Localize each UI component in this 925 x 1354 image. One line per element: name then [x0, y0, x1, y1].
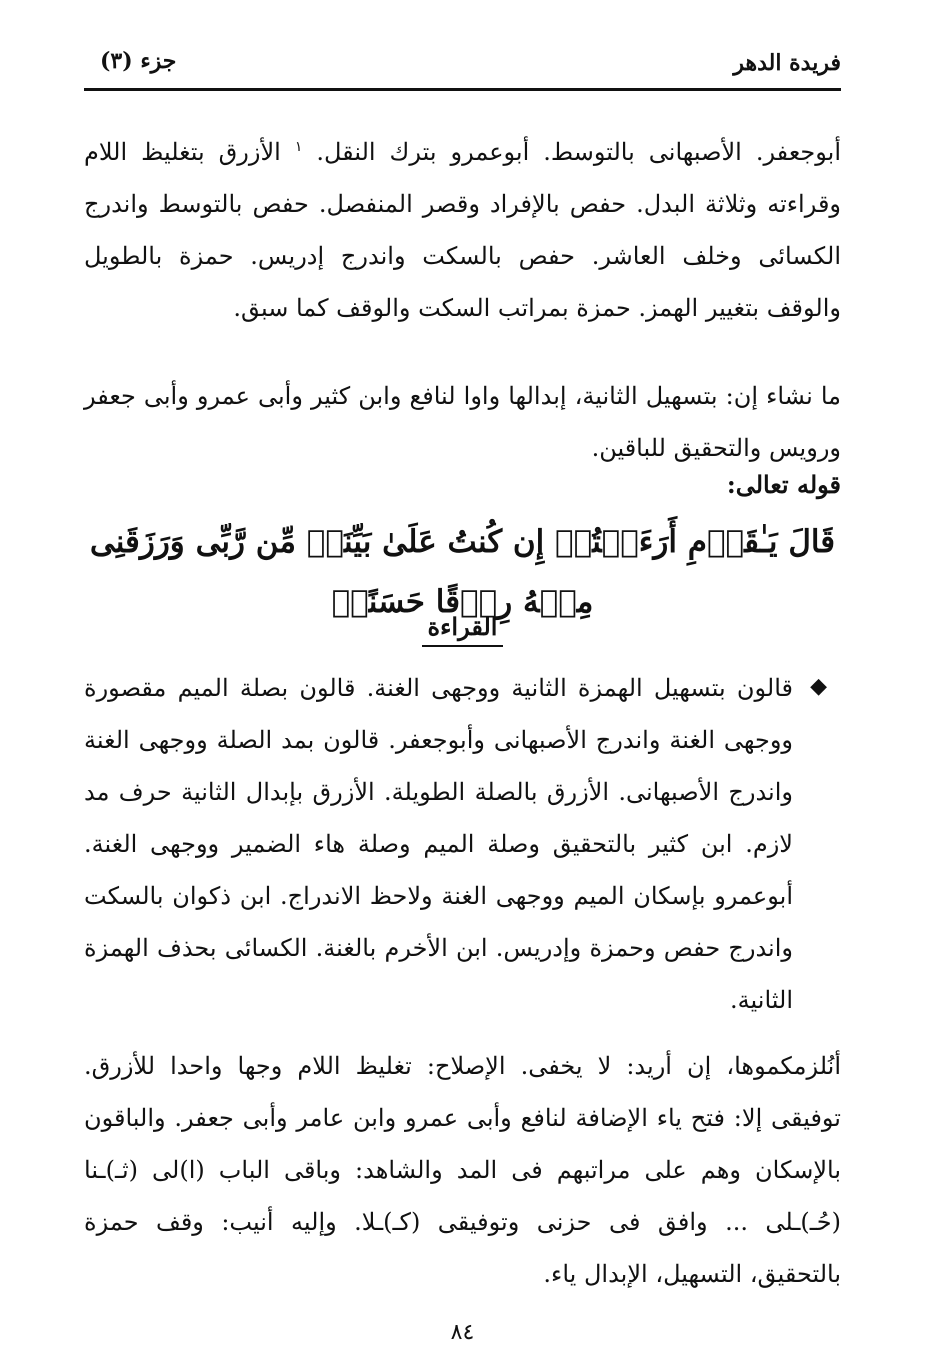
- paragraph-readings-1: [84, 126, 841, 334]
- quran-verse: قَالَ يَـٰقَوۡمِ أَرَءَيۡتُمۡ إِن كُنتُ عَلَىٰ بَيِّنَةٖ مِّن رَّبِّى وَرَزَقَنِى مِنۡهُ رِزۡقًا حَسَنًاۚ: [89, 524, 836, 620]
- paragraph-text-part-1: أبوجعفر. الأصبهانى بالتوسط. أبوعمرو بترك النقل.: [316, 138, 841, 166]
- book-title: فريدة الدهر: [733, 50, 841, 76]
- paragraph-text-part-2: الأزرق بتغليظ اللام وقراءته وثلاثة البدل. حفص بالإفراد وقصر المنفصل. حفص بالتوسط واندرج الكسائى وخلف العاشر. حفص بالسكت واندرج إدريس. حمزة بالطويل والوقف بتغيير الهمز. حمزة بمراتب السكت والوقف كما سبق.: [84, 138, 842, 322]
- paragraph-qiraat: قالون بتسهيل الهمزة الثانية ووجهى الغنة. قالون بصلة الميم مقصورة ووجهى الغنة واندرج الأصبهانى وأبوجعفر. قالون بمد الصلة ووجهى الغنة واندرج الأصبهانى. الأزرق بالصلة الطويلة. الأزرق بإبدال الثانية حرف مد لازم. ابن كثير بالتحقيق وصلة الميم وصلة هاء الضمير ووجهى الغنة. أبوعمرو بإسكان الميم ووجهى الغنة ولاحظ الاندراج. ابن ذكوان بالسكت واندرج حفص وحمزة وإدريس. ابن الأخرم بالغنة. الكسائى بحذف الهمزة الثانية.: [84, 674, 793, 1014]
- section-spacer: [84, 1020, 841, 1021]
- paragraph-footnotes: أنُلزمكموها، إن أريد: لا يخفى. الإصلاح: تغليظ اللام وجها واحدا للأزرق. توفيقى إلا: فتح ياء الإضافة لنافع وأبى عمرو وابن عامر وأبى جعفر. والباقون بالإسكان وهم على مراتبهم فى المد والشاهد: وباقى الباب (ا)لى (ثـ)ـنا (حُـ)ـلى ... وافق فى حزنى وتوفيقى (كـ)ـلا. وإليه أنيب: وقف حمزة بالتحقيق، التسهيل، الإبدال ياء.: [84, 1052, 841, 1288]
- running-header: [84, 44, 841, 91]
- verse-intro-label: قوله تعالى:: [726, 470, 841, 499]
- section-heading-text: القراءة: [422, 612, 504, 647]
- volume-label: جزء (٣): [100, 48, 177, 74]
- paragraph-ma-nasha: ما نشاء إن: بتسهيل الثانية، إبدالها واوا لنافع وابن كثير وأبى عمرو وأبى جعفر ورويس والتحقيق للباقين.: [84, 382, 841, 462]
- diamond-bullet-icon: ◆: [810, 674, 827, 699]
- page-number: ٨٤: [450, 1320, 475, 1345]
- section-heading: [0, 612, 925, 647]
- footnote-marker: ١: [294, 139, 303, 155]
